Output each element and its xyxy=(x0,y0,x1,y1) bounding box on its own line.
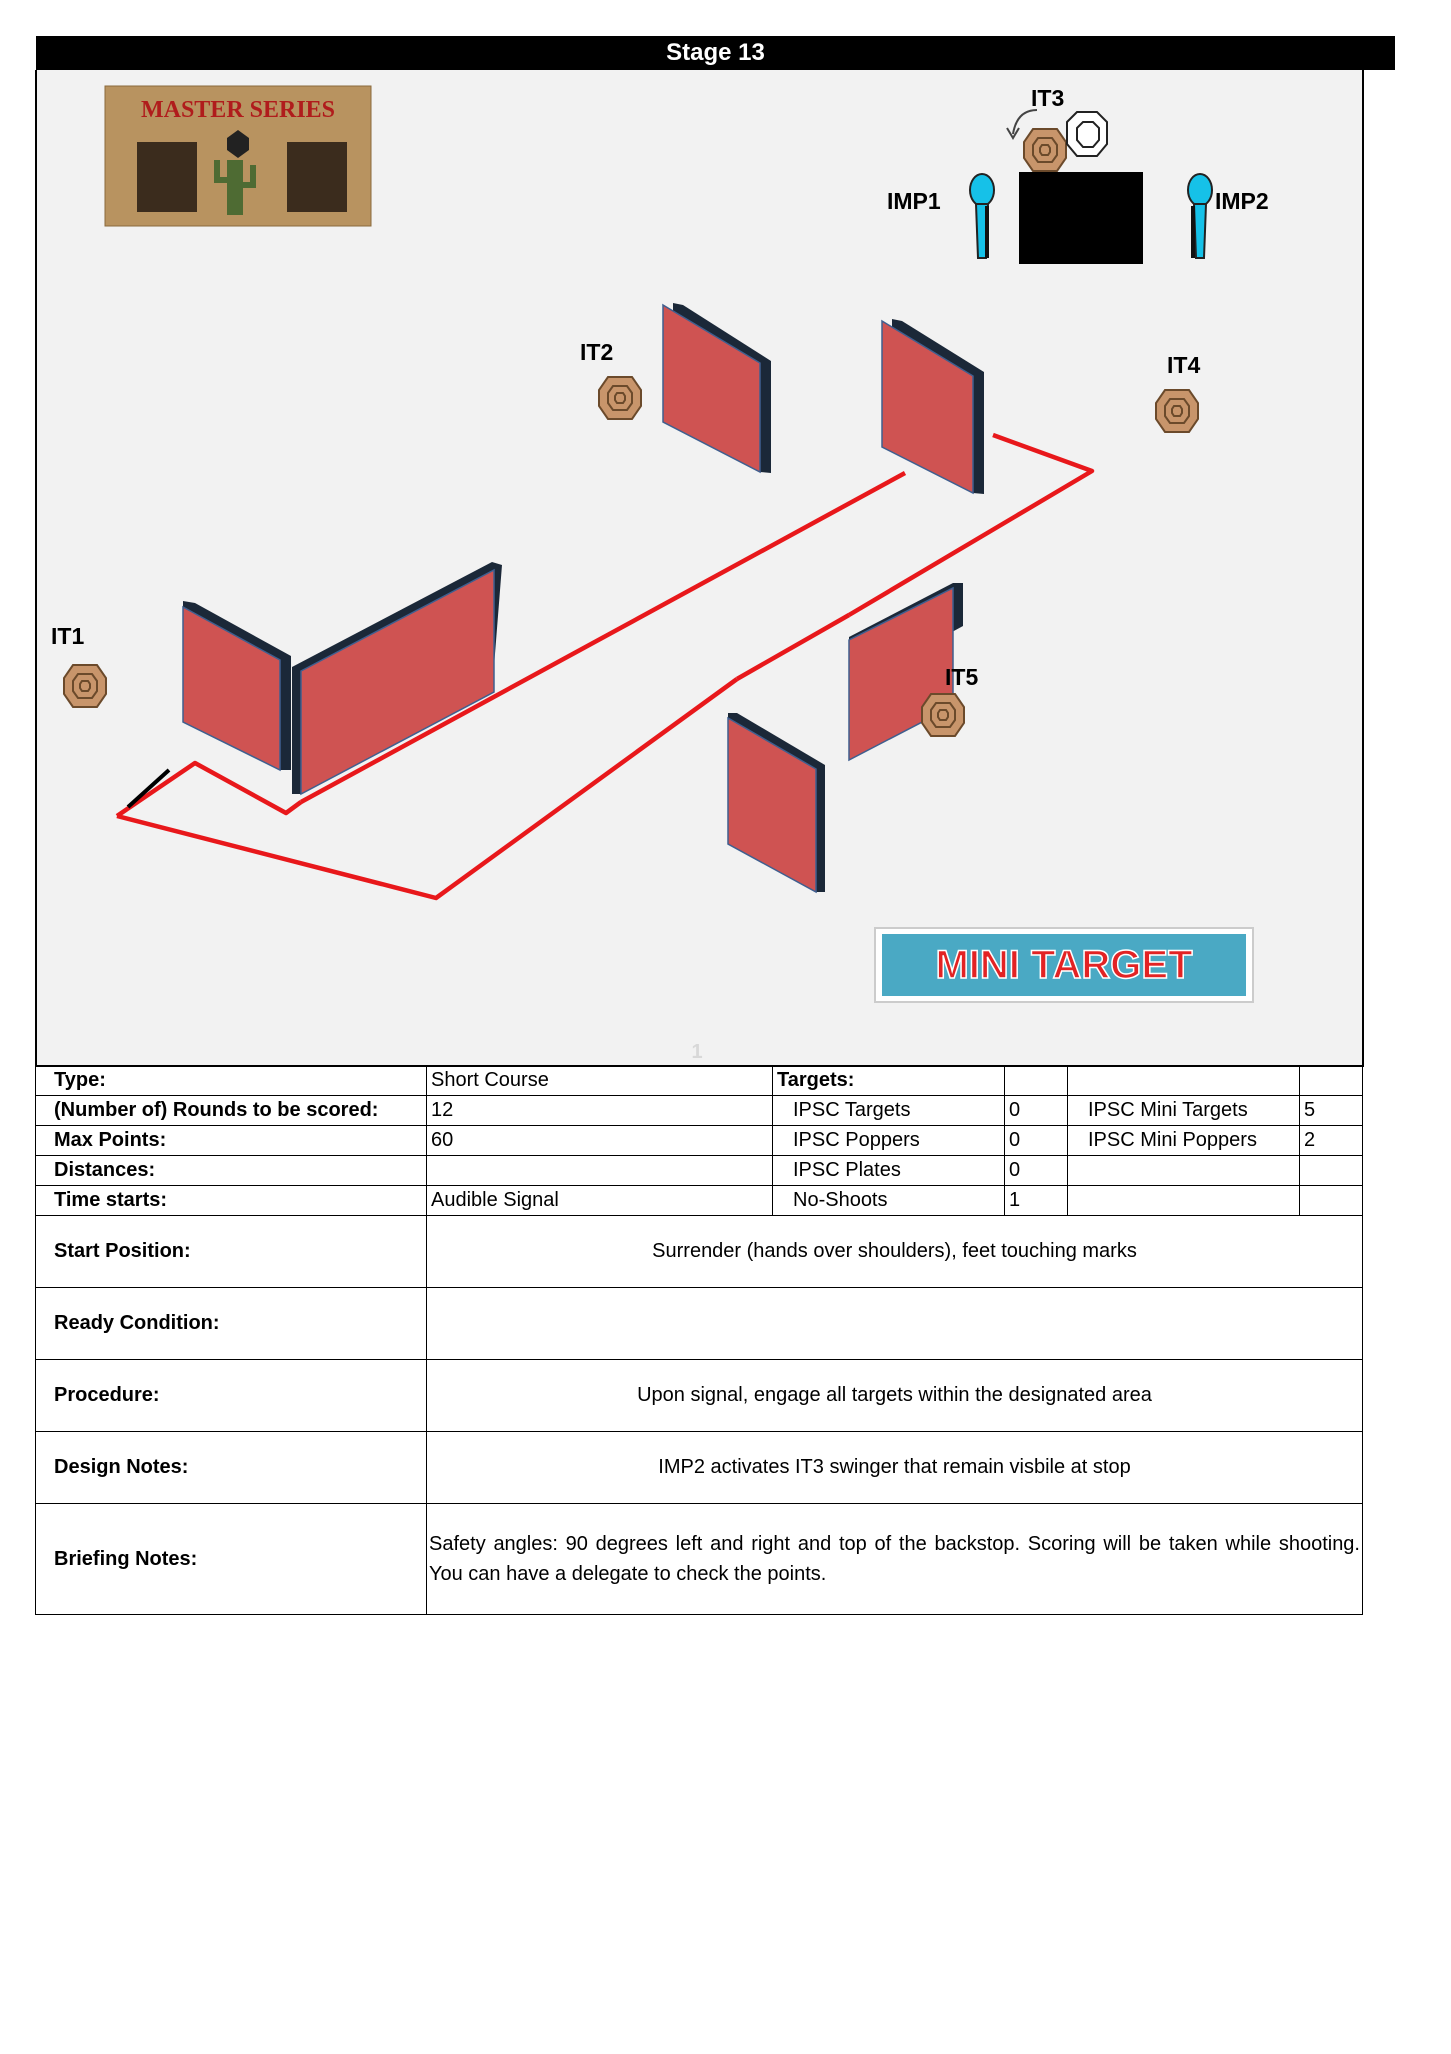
row-briefing-notes xyxy=(36,1504,1363,1615)
design-notes-value: IMP2 activates IT3 swinger that remain visbile at stop xyxy=(427,1432,1363,1504)
logo-text: MASTER SERIES xyxy=(140,97,336,123)
page-marker: 1 xyxy=(691,1041,703,1063)
imp2-popper xyxy=(1188,174,1212,258)
it1-target xyxy=(64,665,106,707)
target-type-count: 5 xyxy=(1300,1096,1363,1126)
row-rounds xyxy=(36,1096,1363,1126)
row-max-points xyxy=(36,1126,1363,1156)
target-type-name: No-Shoots xyxy=(773,1186,1005,1216)
row-procedure xyxy=(36,1360,1363,1432)
max-points-value: 60 xyxy=(427,1126,773,1156)
row-type xyxy=(36,1066,1363,1096)
max-points-label: Max Points: xyxy=(36,1126,427,1156)
rounds-value: 12 xyxy=(427,1096,773,1126)
imp2-label: IMP2 xyxy=(1215,188,1269,214)
mini-target-badge xyxy=(875,928,1253,1002)
type-label: Type: xyxy=(36,1066,427,1096)
briefing-notes-value: Safety angles: 90 degrees left and right and top of the backstop. Scoring will be taken while shooting. You can have a delegate to check the points. xyxy=(427,1504,1363,1615)
stage-info-table xyxy=(35,1065,1363,1615)
time-starts-label: Time starts: xyxy=(36,1186,427,1216)
briefing-notes-label: Briefing Notes: xyxy=(36,1504,427,1615)
it4-target xyxy=(1156,390,1198,432)
row-time-starts xyxy=(36,1186,1363,1216)
row-design-notes xyxy=(36,1432,1363,1504)
target-type-name: IPSC Mini Targets xyxy=(1068,1096,1300,1126)
rounds-label: (Number of) Rounds to be scored: xyxy=(36,1096,427,1126)
time-starts-value: Audible Signal xyxy=(427,1186,773,1216)
procedure-label: Procedure: xyxy=(36,1360,427,1432)
imp1-label: IMP1 xyxy=(887,188,941,214)
it2-label: IT2 xyxy=(580,339,614,365)
target-type-count: 2 xyxy=(1300,1126,1363,1156)
mini-target-badge-text: MINI TARGET xyxy=(935,943,1193,987)
ready-condition-label: Ready Condition: xyxy=(36,1288,427,1360)
target-type-name: IPSC Targets xyxy=(773,1096,1005,1126)
target-type-name: IPSC Plates xyxy=(773,1156,1005,1186)
procedure-value: Upon signal, engage all targets within the designated area xyxy=(427,1360,1363,1432)
target-type-count: 0 xyxy=(1005,1096,1068,1126)
target-type-count: 0 xyxy=(1005,1156,1068,1186)
stage-title: Stage 13 xyxy=(36,36,1395,70)
start-position-label: Start Position: xyxy=(36,1216,427,1288)
it3-no-shoot-cover xyxy=(1019,172,1143,264)
row-ready-condition xyxy=(36,1288,1363,1360)
row-start-position xyxy=(36,1216,1363,1288)
stage-diagram xyxy=(35,70,1364,1067)
it4-label: IT4 xyxy=(1167,352,1201,378)
it3-swinger-target xyxy=(1007,110,1107,171)
row-distances xyxy=(36,1156,1363,1186)
stage-layout-svg xyxy=(37,70,1362,1065)
target-type-count: 1 xyxy=(1005,1186,1068,1216)
start-mark xyxy=(128,770,169,807)
it2-target xyxy=(599,377,641,419)
target-type-name: IPSC Mini Poppers xyxy=(1068,1126,1300,1156)
targets-label: Targets: xyxy=(773,1066,1005,1096)
design-notes-label: Design Notes: xyxy=(36,1432,427,1504)
distances-value xyxy=(427,1156,773,1186)
it5-label: IT5 xyxy=(945,664,979,690)
target-type-count: 0 xyxy=(1005,1126,1068,1156)
start-position-value: Surrender (hands over shoulders), feet touching marks xyxy=(427,1216,1363,1288)
it5-target xyxy=(922,694,964,736)
imp1-popper xyxy=(970,174,994,258)
it3-label: IT3 xyxy=(1031,85,1065,111)
distances-label: Distances: xyxy=(36,1156,427,1186)
it1-label: IT1 xyxy=(51,623,85,649)
target-type-name: IPSC Poppers xyxy=(773,1126,1005,1156)
walls xyxy=(183,303,984,892)
master-series-logo xyxy=(105,86,371,226)
type-value: Short Course xyxy=(427,1066,773,1096)
ready-condition-value xyxy=(427,1288,1363,1360)
